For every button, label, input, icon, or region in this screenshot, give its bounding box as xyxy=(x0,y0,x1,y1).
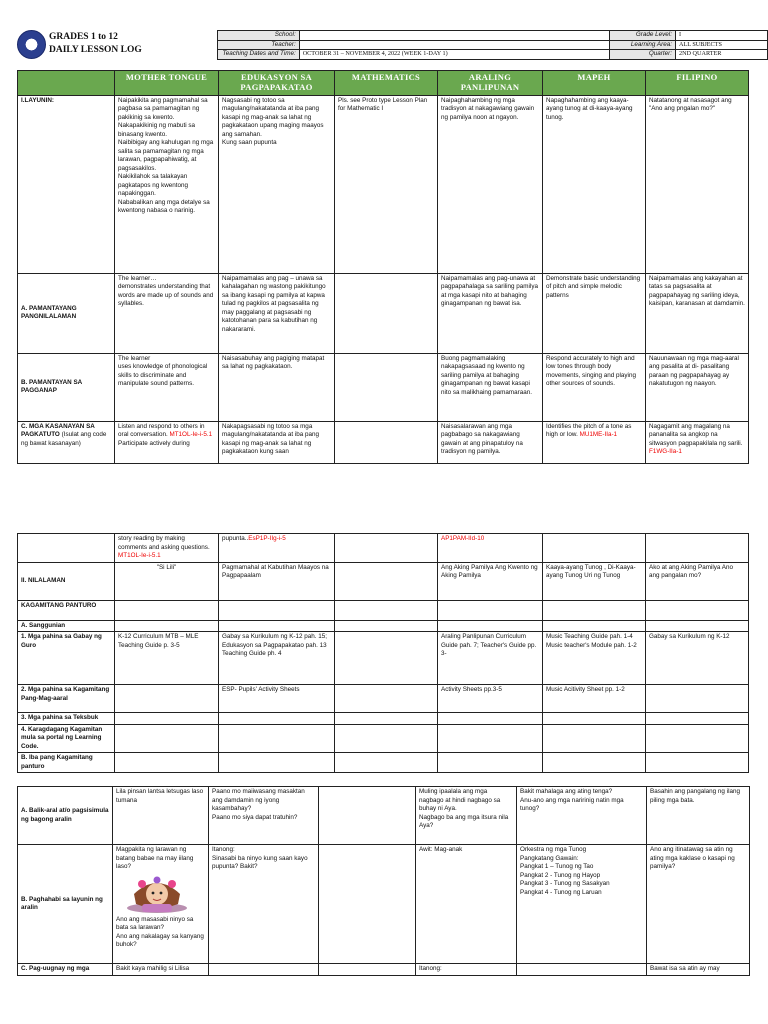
cell xyxy=(543,724,646,753)
table-row xyxy=(18,95,749,273)
cell-text: Identifies the pitch of a tone as high or low. xyxy=(546,422,632,439)
cell: Natatanong at nasasagot ang "Ano ang pngalan mo?" xyxy=(646,95,749,273)
cell: Itanong: xyxy=(416,964,517,976)
subject-header-row xyxy=(18,71,749,96)
cell xyxy=(209,964,319,976)
cell: Buong pagmamalaking nakapagsasaad ng kwento ng sariling pamilya at bahaging ginagampanan ng bawat kasapi nito sa malikhaing pamamaraan. xyxy=(438,353,543,421)
competency-code: F1WG-IIa-1 xyxy=(649,448,682,456)
cell xyxy=(319,787,416,845)
cell: Activity Sheets pp.3-5 xyxy=(438,685,543,713)
cell: Muling ipaalala ang mga nagbago at hindi nagbago sa buhay ni Aya. Nagbago ba ang mga itsura nila Aya? xyxy=(416,787,517,845)
cell xyxy=(335,600,438,620)
deped-logo xyxy=(17,30,46,59)
row-label: 2. Mga pahina sa Kagamitang Pang-Mag-aaral xyxy=(18,685,115,713)
cell xyxy=(219,421,335,463)
cell xyxy=(335,724,438,753)
cell xyxy=(335,353,438,421)
cell: Pls. see Proto type Lesson Plan for Mathematic I xyxy=(335,95,438,273)
table-row xyxy=(18,724,749,753)
table-row xyxy=(18,421,749,463)
cell-text: Magpakita ng larawan ng batang babae na may iilang laso? xyxy=(116,846,194,870)
cell xyxy=(438,534,543,563)
cell: Nagsasabi ng totoo sa magulang/nakatatanda at iba pang kasapi ng mag-anak sa lahat ng pagkakataon upang maging maayos ang samahan. Kung saan pupunta xyxy=(219,95,335,273)
quarter-value: 2ND QUARTER xyxy=(675,50,767,60)
cell-text: Participate actively during xyxy=(118,439,190,447)
cell: Bakit mahalaga ang ating tenga? Anu-ano ang mga naririnig natin mga tunog? xyxy=(517,787,647,845)
competency-code: AP1PAM-IId-10 xyxy=(441,535,485,542)
row-label: A. Sanggunian xyxy=(18,620,115,632)
cell xyxy=(115,724,219,753)
cell: K-12 Curriculum MTB – MLE Teaching Guide p. 3-5 xyxy=(115,632,219,685)
cell: Naipakikita ang pagmamahal sa pagbasa sa pamamagitan ng pakikinig sa kwento. Nakapakikinig ng mabuti sa binasang kwento. Naibibigay ang kahulugan ng mga salita sa pamamagitan ng mga larawan, pagpapahiwatig, at pagsasakilos. Nakikilahok sa talakayan pagkatapos ng kwentong napakinggan. Nababalikan ang mga detalye sa kwentong nabasa o narinig. xyxy=(115,95,219,273)
cell: Naipamamalas ang kakayahan at tatas sa pagsasalita at pagpapahayag ng sariling ideya, kaisipan, karanasan at damdamin. xyxy=(646,273,749,353)
cell xyxy=(543,421,646,463)
cell xyxy=(335,562,438,600)
competency-code: MT1OL-Ie-i-5.1 xyxy=(169,431,213,439)
cell xyxy=(115,685,219,713)
cell xyxy=(335,620,438,632)
cell xyxy=(543,753,646,773)
grade-value: I xyxy=(675,31,767,41)
cell: Naipamamalas ang pag-unawa at pagpapahalaga sa sariling pamilya at mga kasapi nito at bahaging ginagampanan ng bawat isa. xyxy=(438,273,543,353)
cell xyxy=(335,753,438,773)
row-label: II. NILALAMAN xyxy=(18,562,115,600)
cell: Respond accurately to high and low tones through body movements, singing and playing other sources of sounds. xyxy=(543,353,646,421)
lesson-log-table-1 xyxy=(17,70,749,464)
cell xyxy=(543,713,646,725)
cell-text: Ano ang masasabi ninyo sa bata sa larawan? Ano ang nakalagay sa kanyang buhok? xyxy=(116,915,204,948)
cell: Orkestra ng mga Tunog Pangkatang Gawain: Pangkat 1 – Tunog ng Tao Pangkat 2 - Tunog ng Hayop Pangkat 3 - Tunog ng Sasakyan Pangkat 4 - Tunog ng Laruan xyxy=(517,845,647,964)
cell-text: Nakapagsasabi ng totoo sa mga magulang/nakatatanda at iba pang kasapi ng mag-anak sa lahat ng pagkakataon kung saan xyxy=(222,422,319,456)
competency-code: MT1OL-Ie-i-5.1 xyxy=(118,552,161,559)
cell xyxy=(115,534,219,563)
header-info-table xyxy=(217,30,768,60)
competency-code: EsP1P-IIg-i-5 xyxy=(248,535,286,542)
cell xyxy=(646,724,749,753)
row-label xyxy=(18,534,115,563)
dates-value: OCTOBER 31 – NOVEMBER 4, 2022 (WEEK 1-DAY 1) xyxy=(299,50,610,60)
table-row xyxy=(18,632,749,685)
cell: Naipamamalas ang pag – unawa sa kahalagahan ng wastong pakikitungo sa ibang kasapi ng pamilya at kapwa tulad ng pagkilos at pagsasalita ng may paggalang at pagsasabi ng katotohanan para sa kabutihan ng nakararami. xyxy=(219,273,335,353)
cell: Naipaghahambing ng mga tradisyon at nakagawiang gawain ng pamilya noon at ngayon. xyxy=(438,95,543,273)
table-row xyxy=(18,273,749,353)
row-label: 4. Karagdagang Kagamitan mula sa portal ng Learning Code. xyxy=(18,724,115,753)
row-label: 3. Mga pahina sa Teksbuk xyxy=(18,713,115,725)
learning-area-value: ALL SUBJECTS xyxy=(675,40,767,50)
cell xyxy=(115,620,219,632)
table-row xyxy=(18,845,750,964)
cell: Paano mo maiiwasang masaktan ang damdamin ng iyong kasambahay? Paano mo siya dapat tratuhin? xyxy=(209,787,319,845)
cell xyxy=(115,421,219,463)
cell: Basahin ang pangalang ng ilang piling mga bata. xyxy=(647,787,750,845)
cell: Demonstrate basic understanding of pitch and simple melodic patterns xyxy=(543,273,646,353)
lesson-log-table-2 xyxy=(17,533,749,773)
subject-header: MOTHER TONGUE xyxy=(115,71,219,96)
cell xyxy=(219,724,335,753)
cell xyxy=(517,964,647,976)
table-row xyxy=(18,600,749,620)
table-row xyxy=(18,713,749,725)
cell xyxy=(113,845,209,964)
girl-with-ribbons-image xyxy=(122,874,192,914)
row-label: A. PAMANTAYANG PANGNILALAMAN xyxy=(18,273,115,353)
cell xyxy=(335,632,438,685)
title-line-1: GRADES 1 to 12 xyxy=(49,32,118,42)
row-label: C. Pag-uugnay ng mga xyxy=(18,964,113,976)
school-label: School: xyxy=(218,31,300,41)
cell xyxy=(219,753,335,773)
cell: Lila pinsan lantsa letsugas laso tumana xyxy=(113,787,209,845)
cell xyxy=(319,845,416,964)
cell: Napaghahambing ang kaaya-ayang tunog at di-kaaya-ayang tunog. xyxy=(543,95,646,273)
cell xyxy=(335,685,438,713)
row-label: 1. Mga pahina sa Gabay ng Guro xyxy=(18,632,115,685)
cell xyxy=(335,273,438,353)
row-label-text: C. MGA KASANAYAN SA PAGKATUTO xyxy=(21,422,95,439)
table-row xyxy=(18,534,749,563)
cell: Music Acitivity Sheet pp. 1-2 xyxy=(543,685,646,713)
cell: Ang Aking Pamilya Ang Kwento ng Aking Pamilya xyxy=(438,562,543,600)
cell-text: Nagagamit ang magalang na pananalita sa angkop na sitwasyon pagpapakilala ng sarili. xyxy=(649,422,743,447)
cell xyxy=(646,713,749,725)
table-row xyxy=(18,562,749,600)
row-label: B. Paghahabi sa layunin ng aralin xyxy=(18,845,113,964)
subject-header: EDUKASYON SA PAGPAPAKATAO xyxy=(219,71,335,96)
cell xyxy=(438,753,543,773)
table-row xyxy=(18,787,750,845)
cell xyxy=(646,534,749,563)
row-label: B. PAMANTAYAN SA PAGGANAP xyxy=(18,353,115,421)
table-row xyxy=(18,620,749,632)
cell xyxy=(646,685,749,713)
row-label: B. Iba pang Kagamitang panturo xyxy=(18,753,115,773)
corner-cell xyxy=(18,71,115,96)
row-label xyxy=(18,421,115,463)
competency-code: MU1ME-IIa-1 xyxy=(579,431,618,439)
cell xyxy=(543,600,646,620)
cell: Nauunawaan ng mga mag-aaral ang pasalita at di- pasalitang paraan ng pagpapahayag ay nakatutugon ng naayon. xyxy=(646,353,749,421)
title-line-2: DAILY LESSON LOG xyxy=(49,45,142,55)
table-row xyxy=(18,964,750,976)
cell xyxy=(219,600,335,620)
quarter-label: Quarter: xyxy=(610,50,676,60)
cell: The learner… demonstrates understanding that words are made up of sounds and syllables. xyxy=(115,273,219,353)
cell: Bawat isa sa atin ay may xyxy=(647,964,750,976)
cell: Music Teaching Guide pah. 1-4 Music teacher's Module pah. 1-2 xyxy=(543,632,646,685)
cell: Pagmamahal at Kabutihan Maayos na Pagpapaalam xyxy=(219,562,335,600)
cell xyxy=(219,620,335,632)
subject-header: ARALING PANLIPUNAN xyxy=(438,71,543,96)
cell xyxy=(219,713,335,725)
cell xyxy=(335,713,438,725)
school-value xyxy=(299,31,610,41)
cell xyxy=(335,534,438,563)
row-label-note: (Isulat ang code ng bawat kasanayan) xyxy=(21,431,107,447)
row-label: I.LAYUNIN: xyxy=(18,95,115,273)
cell xyxy=(115,600,219,620)
cell xyxy=(438,724,543,753)
cell xyxy=(115,713,219,725)
lesson-log-table-3 xyxy=(17,786,750,976)
cell xyxy=(115,753,219,773)
cell: Gabay sa Kurikulum ng K-12 pah. 15; Edukasyon sa Pagpapakatao pah. 13 Teaching Guide ph. 4 xyxy=(219,632,335,685)
cell: Itanong: Sinasabi ba ninyo kung saan kayo pupunta? Bakit? xyxy=(209,845,319,964)
cell xyxy=(646,600,749,620)
cell xyxy=(543,620,646,632)
teacher-label: Teacher: xyxy=(218,40,300,50)
cell: Araling Panlipunan Curriculum Guide pah. 7; Teacher's Guide pp. 3- xyxy=(438,632,543,685)
cell: Naisasabuhay ang pagiging matapat sa lahat ng pagkakataon. xyxy=(219,353,335,421)
cell xyxy=(335,421,438,463)
cell: "Si Lili" xyxy=(115,562,219,600)
row-label: A. Balik-aral at/o pagsisimula ng bagong aralin xyxy=(18,787,113,845)
cell xyxy=(438,620,543,632)
cell xyxy=(438,713,543,725)
subject-header: MAPEH xyxy=(543,71,646,96)
cell: Kaaya-ayang Tunog , Di-Kaaya-ayang Tunog Uri ng Tunog xyxy=(543,562,646,600)
cell: Gabay sa Kurikulum ng K-12 xyxy=(646,632,749,685)
learning-area-label: Learning Area: xyxy=(610,40,676,50)
cell: Awit: Mag-anak xyxy=(416,845,517,964)
cell: Ako at ang Aking Pamilya Ano ang pangalan mo? xyxy=(646,562,749,600)
cell xyxy=(219,534,335,563)
document-title xyxy=(49,31,142,57)
cell-text: Listen and respond to others in oral conversation. xyxy=(118,422,205,439)
teacher-value xyxy=(299,40,610,50)
dates-label: Teaching Dates and Time: xyxy=(218,50,300,60)
cell xyxy=(319,964,416,976)
cell: The learner uses knowledge of phonological skills to discriminate and manipulate sound patterns. xyxy=(115,353,219,421)
cell-text: story reading by making comments and asking questions. xyxy=(118,535,210,551)
subject-header: MATHEMATICS xyxy=(335,71,438,96)
cell xyxy=(438,600,543,620)
cell: Ano ang itinatawag sa atin ng ating mga kaklase o kasapi ng pamilya? xyxy=(647,845,750,964)
cell-text: pupunta.. xyxy=(222,535,249,542)
table-row xyxy=(18,685,749,713)
subject-header: FILIPINO xyxy=(646,71,749,96)
grade-label: Grade Level: xyxy=(610,31,676,41)
cell xyxy=(646,753,749,773)
cell xyxy=(438,421,543,463)
cell xyxy=(646,620,749,632)
table-row xyxy=(18,353,749,421)
table-row xyxy=(18,753,749,773)
cell: ESP- Pupils' Activity Sheets xyxy=(219,685,335,713)
cell-text: Naisasalarawan ang mga pagbabago sa nakagawiang gawain at ang pinapatuloy na tradisyon ng pamilya. xyxy=(441,422,523,456)
cell xyxy=(646,421,749,463)
cell: Bakit kaya mahilig si Lilisa xyxy=(113,964,209,976)
cell xyxy=(543,534,646,563)
row-label: KAGAMITANG PANTURO xyxy=(18,600,115,620)
